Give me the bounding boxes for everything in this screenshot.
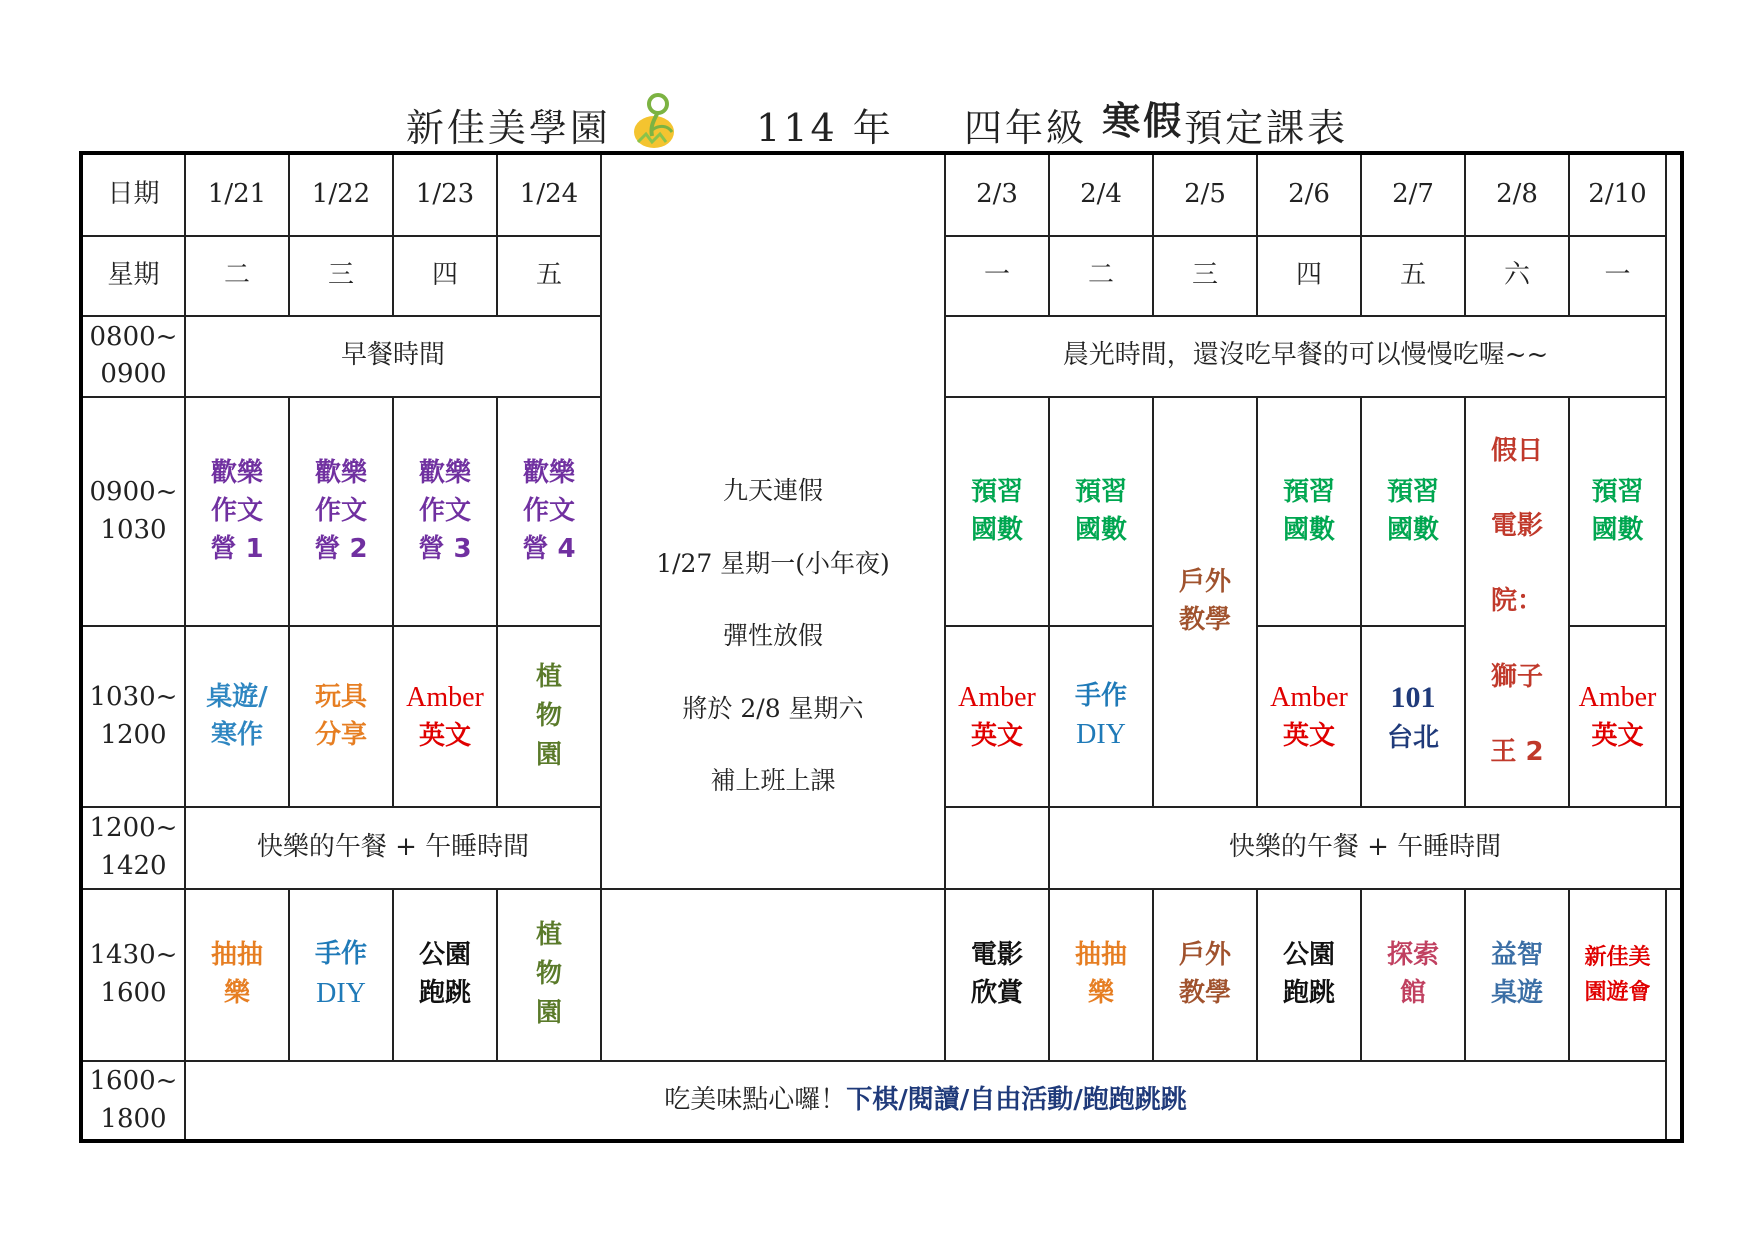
date-cell: 2/8 xyxy=(1465,153,1569,236)
preview-class: 預習 國數 xyxy=(945,397,1049,627)
amber-english: Amber 英文 xyxy=(1257,626,1361,807)
preview-class: 預習 國數 xyxy=(1569,397,1666,627)
date-row xyxy=(81,153,1682,236)
vacation-note xyxy=(601,316,945,889)
botanical-garden: 植 物 園 xyxy=(497,889,601,1062)
title-bold: 寒假 xyxy=(1102,98,1185,143)
lunch-right: 快樂的午餐 + 午睡時間 xyxy=(1049,807,1682,888)
amber-english: Amber 英文 xyxy=(945,626,1049,807)
date-cell: 2/5 xyxy=(1153,153,1257,236)
schedule-table xyxy=(79,151,1684,1143)
weekday-cell: 三 xyxy=(1153,236,1257,315)
amber-english: Amber 英文 xyxy=(1569,626,1666,807)
weekday-cell: 四 xyxy=(393,236,497,315)
weekday-cell: 六 xyxy=(1465,236,1569,315)
school-logo-icon xyxy=(632,90,680,159)
date-cell: 2/7 xyxy=(1361,153,1465,236)
preview-class: 預習 國數 xyxy=(1049,397,1153,627)
handcraft-diy: 手作 DIY xyxy=(1049,626,1153,807)
time-1200: 1200~ 1420 xyxy=(81,807,185,888)
weekday-cell: 一 xyxy=(945,236,1049,315)
time-1030: 1030~ 1200 xyxy=(81,626,185,807)
date-cell: 1/22 xyxy=(289,153,393,236)
weekday-cell: 二 xyxy=(1049,236,1153,315)
toy-sharing: 玩具 分享 xyxy=(289,626,393,807)
discovery-museum: 探索 館 xyxy=(1361,889,1465,1062)
preview-class: 預習 國數 xyxy=(1361,397,1465,627)
writing-camp-3: 歡樂 作文 營 3 xyxy=(393,397,497,627)
weekday-cell: 四 xyxy=(1257,236,1361,315)
writing-camp-1: 歡樂 作文 營 1 xyxy=(185,397,289,627)
vacation-line: 1/27 星期一(小年夜) xyxy=(656,548,890,578)
vacation-blank xyxy=(601,889,945,1062)
date-cell: 1/21 xyxy=(185,153,289,236)
preview-class: 預習 國數 xyxy=(1257,397,1361,627)
breakfast-left: 早餐時間 xyxy=(185,316,601,397)
outdoor-trip: 戶外 教學 xyxy=(1153,397,1257,807)
park-play: 公園 跑跳 xyxy=(393,889,497,1062)
holiday-movie: 假日 電影 院： 獅子 王 2 xyxy=(1465,397,1569,807)
snack-plain: 吃美味點心囉！ xyxy=(664,1084,847,1115)
writing-camp-2: 歡樂 作文 營 2 xyxy=(289,397,393,627)
snack-time xyxy=(185,1061,1666,1141)
park-play: 公園 跑跳 xyxy=(1257,889,1361,1062)
date-cell: 2/6 xyxy=(1257,153,1361,236)
date-cell: 1/24 xyxy=(497,153,601,236)
date-cell: 2/10 xyxy=(1569,153,1666,236)
date-cell: 2/4 xyxy=(1049,153,1153,236)
school-fair: 新佳美 園遊會 xyxy=(1569,889,1666,1062)
title-rest: 預定課表 xyxy=(1184,106,1349,150)
breakfast-row xyxy=(81,316,1682,397)
handcraft-diy: 手作 DIY xyxy=(289,889,393,1062)
afternoon-row xyxy=(81,889,1682,1062)
puzzle-games: 益智 桌遊 xyxy=(1465,889,1569,1062)
school-year: 114 年 xyxy=(756,106,894,150)
weekday-cell: 三 xyxy=(289,236,393,315)
botanical-garden: 植 物 園 xyxy=(497,626,601,807)
school-name: 新佳美學園 xyxy=(405,106,611,150)
weekday-cell: 五 xyxy=(1361,236,1465,315)
weekday-cell: 一 xyxy=(1569,236,1666,315)
vacation-header-blank xyxy=(601,153,945,316)
board-games: 桌遊/ 寒作 xyxy=(185,626,289,807)
lucky-draw: 抽抽 樂 xyxy=(1049,889,1153,1062)
time-0900: 0900~ 1030 xyxy=(81,397,185,627)
date-cell: 1/23 xyxy=(393,153,497,236)
weekday-cell: 五 xyxy=(497,236,601,315)
vacation-line: 九天連假 xyxy=(722,476,823,506)
movie-watching: 電影 欣賞 xyxy=(945,889,1049,1062)
date-cell: 2/3 xyxy=(945,153,1049,236)
time-0800: 0800~ 0900 xyxy=(81,316,185,397)
vacation-line: 彈性放假 xyxy=(722,621,823,651)
breakfast-right: 晨光時間，還沒吃早餐的可以慢慢吃喔~~ xyxy=(945,316,1666,397)
weekday-cell: 二 xyxy=(185,236,289,315)
lunch-left: 快樂的午餐 + 午睡時間 xyxy=(185,807,601,888)
lucky-draw: 抽抽 樂 xyxy=(185,889,289,1062)
date-label: 日期 xyxy=(81,153,185,236)
outdoor-trip: 戶外 教學 xyxy=(1153,889,1257,1062)
grade: 四年級 xyxy=(963,106,1087,150)
weekday-label: 星期 xyxy=(81,236,185,315)
time-1600: 1600~ 1800 xyxy=(81,1061,185,1141)
time-1430: 1430~ 1600 xyxy=(81,889,185,1062)
vacation-line: 將於 2/8 星期六 xyxy=(682,693,864,723)
amber-english: Amber 英文 xyxy=(393,626,497,807)
writing-camp-4: 歡樂 作文 營 4 xyxy=(497,397,601,627)
page-title xyxy=(0,90,1754,159)
vacation-line: 補上班上課 xyxy=(710,766,836,796)
vacation-blank xyxy=(945,807,1049,888)
taipei-101: 101 台北 xyxy=(1361,626,1465,807)
snack-row xyxy=(81,1061,1682,1141)
snack-activities: 下棋/閱讀/自由活動/跑跑跳跳 xyxy=(846,1084,1187,1115)
